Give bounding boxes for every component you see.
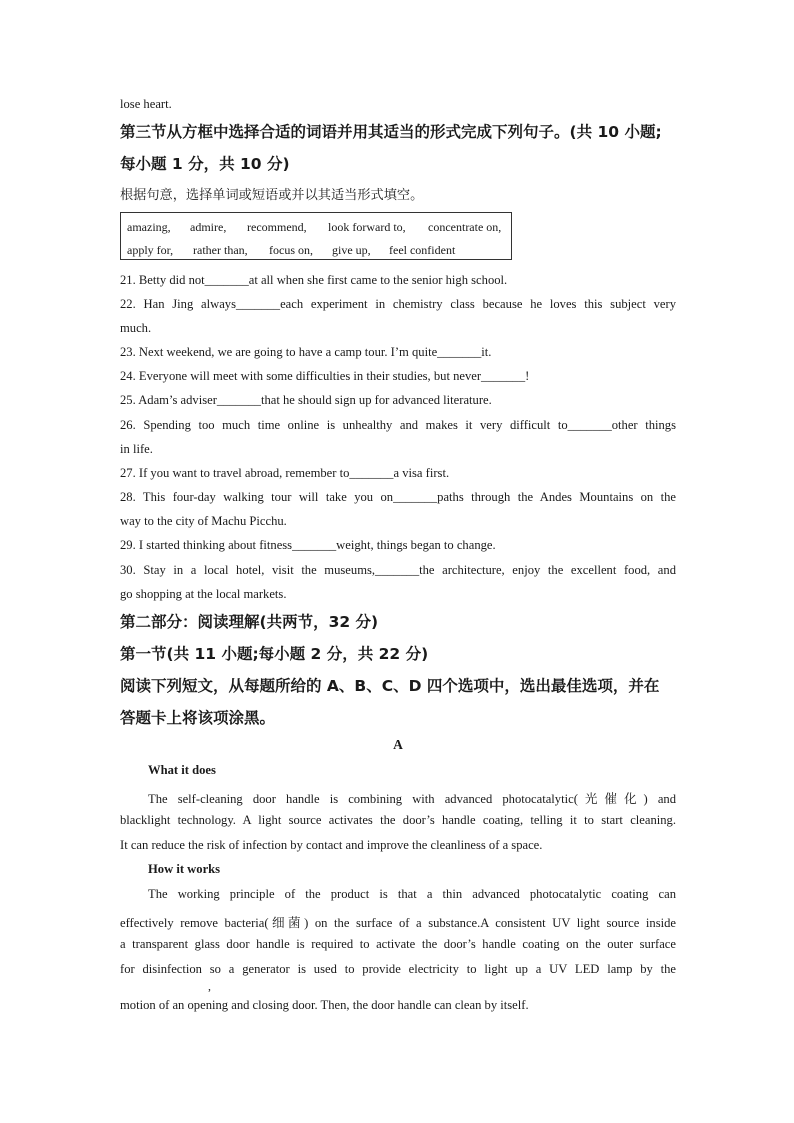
- paragraph-line: effectively remove bacteria(细菌) on the surface of a substance.A consistent UV light source inside: [120, 916, 676, 930]
- question-29: 29. I started thinking about fitness_______weight, things began to change.: [120, 538, 496, 552]
- question-30-cont: go shopping at the local markets.: [120, 587, 287, 601]
- reading-instruction-cont: 答题卡上将该项涂黑。: [120, 709, 276, 727]
- question-26: 26. Spending too much time online is unhealthy and makes it very difficult to_______other things: [120, 418, 676, 432]
- question-26-cont: in life.: [120, 442, 153, 456]
- question-28-cont: way to the city of Machu Picchu.: [120, 514, 287, 528]
- reading-instruction: 阅读下列短文，从每题所给的 A、B、C、D 四个选项中，选出最佳选项，并在: [120, 677, 660, 695]
- question-23: 23. Next weekend, we are going to have a camp tour. I’m quite_______it.: [120, 345, 492, 359]
- question-21: 21. Betty did not_______at all when she first came to the senior high school.: [120, 273, 508, 287]
- passage-letter: A: [393, 737, 403, 752]
- paragraph-line: for disinfection so a generator is used to provide electricity to light up a UV LED lamp by the: [120, 962, 676, 976]
- part-heading: 第二部分：阅读理解(共两节，32 分): [120, 613, 379, 631]
- word-option: apply for,: [127, 243, 174, 257]
- question-25: 25. Adam’s adviser_______that he should sign up for advanced literature.: [120, 393, 492, 407]
- question-28: 28. This four-day walking tour will take you on_______paths through the Andes Mountains on the: [120, 490, 676, 504]
- section-instruction: 根据句意，选择单词或短语或并以其适当形式填空。: [120, 188, 424, 203]
- paragraph-line: blacklight technology. A light source activates the door’s handle coating, telling it to start cleaning.: [120, 813, 676, 827]
- word-option: focus on,: [269, 243, 313, 257]
- word-option: feel confident: [389, 243, 456, 257]
- word-box-row-2: [127, 243, 455, 258]
- word-box-row-1: [127, 220, 501, 235]
- word-option: rather than,: [193, 243, 248, 257]
- word-option: recommend,: [247, 220, 307, 234]
- word-option: amazing,: [127, 220, 171, 234]
- word-box: [120, 212, 512, 260]
- word-option: admire,: [190, 220, 227, 234]
- question-22-cont: much.: [120, 321, 152, 335]
- subheading-what-it-does: What it does: [148, 763, 216, 777]
- paragraph-line: The self-cleaning door handle is combining with advanced photocatalytic(光催化) and: [148, 792, 676, 806]
- word-option: give up,: [332, 243, 371, 257]
- paragraph-line: It can reduce the risk of infection by contact and improve the cleanliness of a space.: [120, 838, 543, 852]
- section-heading-cont: 每小题 1 分，共 10 分): [120, 155, 290, 173]
- paragraph-line: The working principle of the product is that a thin advanced photocatalytic coating can: [148, 887, 676, 901]
- text-line: lose heart.: [120, 97, 172, 111]
- question-30: 30. Stay in a local hotel, visit the museums,_______the architecture, enjoy the excellent food, and: [120, 563, 676, 577]
- question-24: 24. Everyone will meet with some difficulties in their studies, but never_______!: [120, 369, 530, 383]
- word-option: look forward to,: [328, 220, 406, 234]
- paragraph-line: motion of an opening and closing door. Then, the door handle can clean by itself.: [120, 998, 529, 1012]
- word-option: concentrate on,: [428, 220, 502, 234]
- section-heading: 第一节(共 11 小题;每小题 2 分，共 22 分): [120, 645, 429, 663]
- paragraph-line: a transparent glass door handle is required to activate the door’s handle coating on the outer surface: [120, 937, 676, 951]
- stray-comma: ,: [208, 979, 211, 993]
- section-heading: 第三节从方框中选择合适的词语并用其适当的形式完成下列句子。(共 10 小题;: [120, 123, 662, 141]
- subheading-how-it-works: How it works: [148, 862, 221, 876]
- question-27: 27. If you want to travel abroad, remember to_______a visa first.: [120, 466, 450, 480]
- question-22: 22. Han Jing always_______each experiment in chemistry class because he loves this subject very: [120, 297, 676, 311]
